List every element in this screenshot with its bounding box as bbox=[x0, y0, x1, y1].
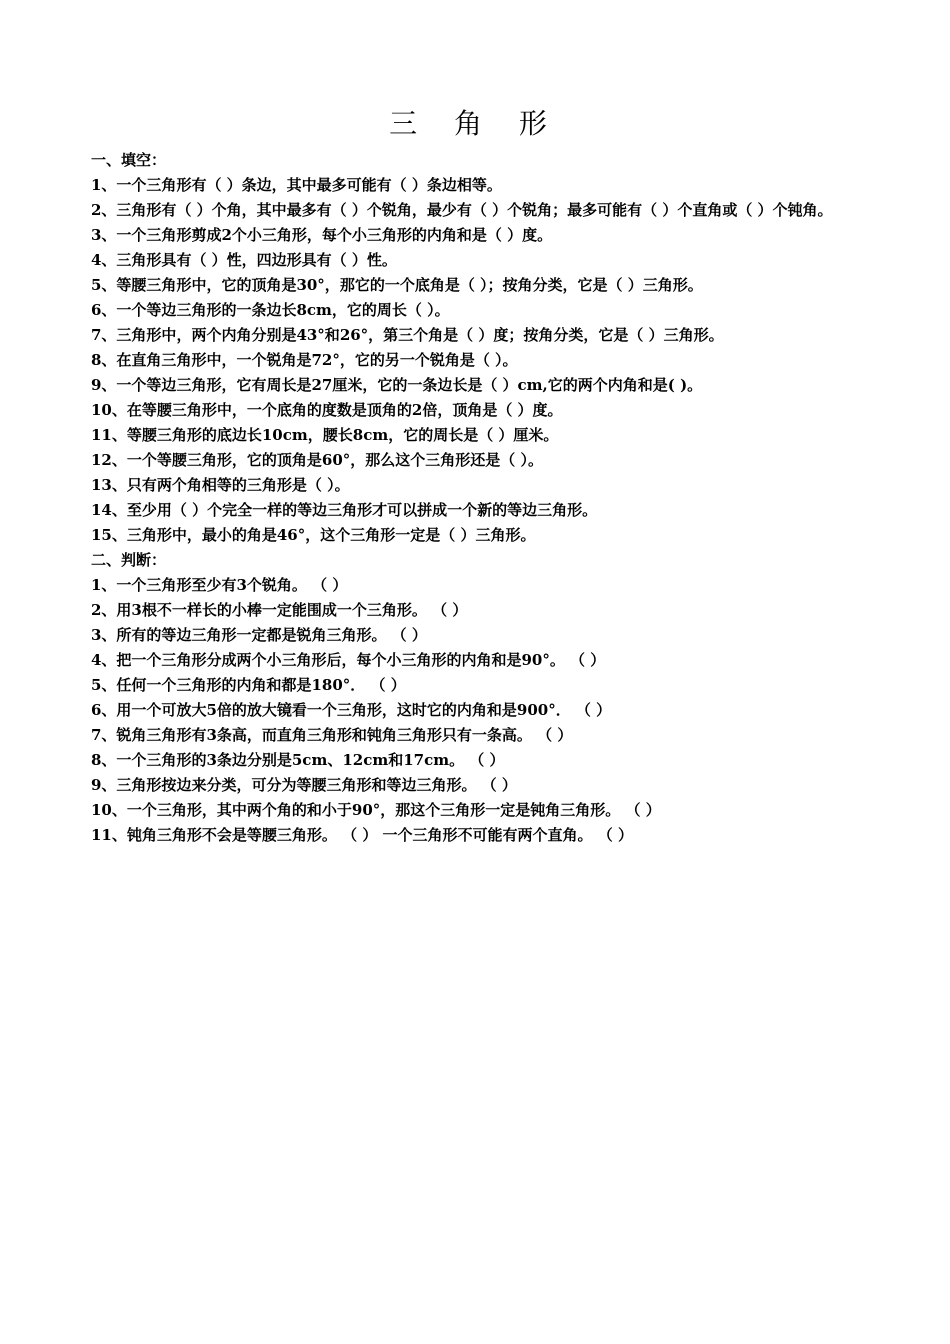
fill-question-8: 8、在直角三角形中，一个锐角是72°，它的另一个锐角是（ ）。 bbox=[91, 351, 518, 369]
judge-question-4: 4、把一个三角形分成两个小三角形后，每个小三角形的内角和是90°。 （ ） bbox=[91, 651, 606, 669]
section-heading-fill-in: 一、填空： bbox=[91, 151, 167, 169]
judge-question-3: 3、所有的等边三角形一定都是锐角三角形。 （ ） bbox=[91, 626, 427, 644]
judge-question-9: 9、三角形按边来分类，可分为等腰三角形和等边三角形。 （ ） bbox=[91, 776, 517, 794]
page-title: 三 角 形 bbox=[389, 107, 561, 140]
judge-question-5: 5、任何一个三角形的内角和都是180°． （ ） bbox=[91, 676, 406, 694]
judge-question-2: 2、用3根不一样长的小棒一定能围成一个三角形。 （ ） bbox=[91, 601, 468, 619]
judge-question-7: 7、锐角三角形有3条高，而直角三角形和钝角三角形只有一条高。 （ ） bbox=[91, 726, 573, 744]
fill-question-5: 5、等腰三角形中，它的顶角是30°，那它的一个底角是（ ）；按角分类，它是（ ）三角形。 bbox=[91, 276, 703, 294]
judge-question-8: 8、一个三角形的3条边分别是5cm、12cm和17cm。 （ ） bbox=[91, 751, 505, 769]
judge-question-6: 6、用一个可放大5倍的放大镜看一个三角形，这时它的内角和是900°． （ ） bbox=[91, 701, 612, 719]
fill-question-14: 14、至少用（ ）个完全一样的等边三角形才可以拼成一个新的等边三角形。 bbox=[91, 501, 598, 519]
section-heading-judge: 二、判断： bbox=[91, 551, 167, 569]
fill-question-1: 1、一个三角形有（ ）条边，其中最多可能有（ ）条边相等。 bbox=[91, 176, 502, 194]
fill-question-11: 11、等腰三角形的底边长10cm，腰长8cm，它的周长是（ ）厘米。 bbox=[91, 426, 559, 444]
worksheet-content bbox=[91, 148, 891, 848]
fill-question-2: 2、三角形有（ ）个角，其中最多有（ ）个锐角，最少有（ ）个锐角；最多可能有（ ）个直角或（ ）个钝角。 bbox=[91, 201, 833, 219]
fill-question-15: 15、三角形中，最小的角是46°，这个三角形一定是（ ）三角形。 bbox=[91, 526, 536, 544]
fill-question-13: 13、只有两个角相等的三角形是（ ）。 bbox=[91, 476, 350, 494]
fill-question-9: 9、一个等边三角形，它有周长是27厘米，它的一条边长是（ ）cm,它的两个内角和是( )。 bbox=[91, 376, 703, 394]
fill-question-3: 3、一个三角形剪成2个小三角形，每个小三角形的内角和是（ ）度。 bbox=[91, 226, 553, 244]
fill-question-6: 6、一个等边三角形的一条边长8cm，它的周长（ ）。 bbox=[91, 301, 450, 319]
judge-question-11: 11、钝角三角形不会是等腰三角形。 （ ） 一个三角形不可能有两个直角。 （ ） bbox=[91, 826, 633, 844]
judge-question-10: 10、一个三角形，其中两个角的和小于90°，那这个三角形一定是钝角三角形。 （ ） bbox=[91, 801, 661, 819]
judge-question-1: 1、一个三角形至少有3个锐角。 （ ） bbox=[91, 576, 348, 594]
fill-question-10: 10、在等腰三角形中，一个底角的度数是顶角的2倍，顶角是（ ）度。 bbox=[91, 401, 563, 419]
fill-question-4: 4、三角形具有（ ）性，四边形具有（ ）性。 bbox=[91, 251, 397, 269]
fill-question-7: 7、三角形中，两个内角分别是43°和26°，第三个角是（ ）度；按角分类，它是（ ）三角形。 bbox=[91, 326, 724, 344]
fill-question-12: 12、一个等腰三角形，它的顶角是60°，那么这个三角形还是（ ）。 bbox=[91, 451, 543, 469]
